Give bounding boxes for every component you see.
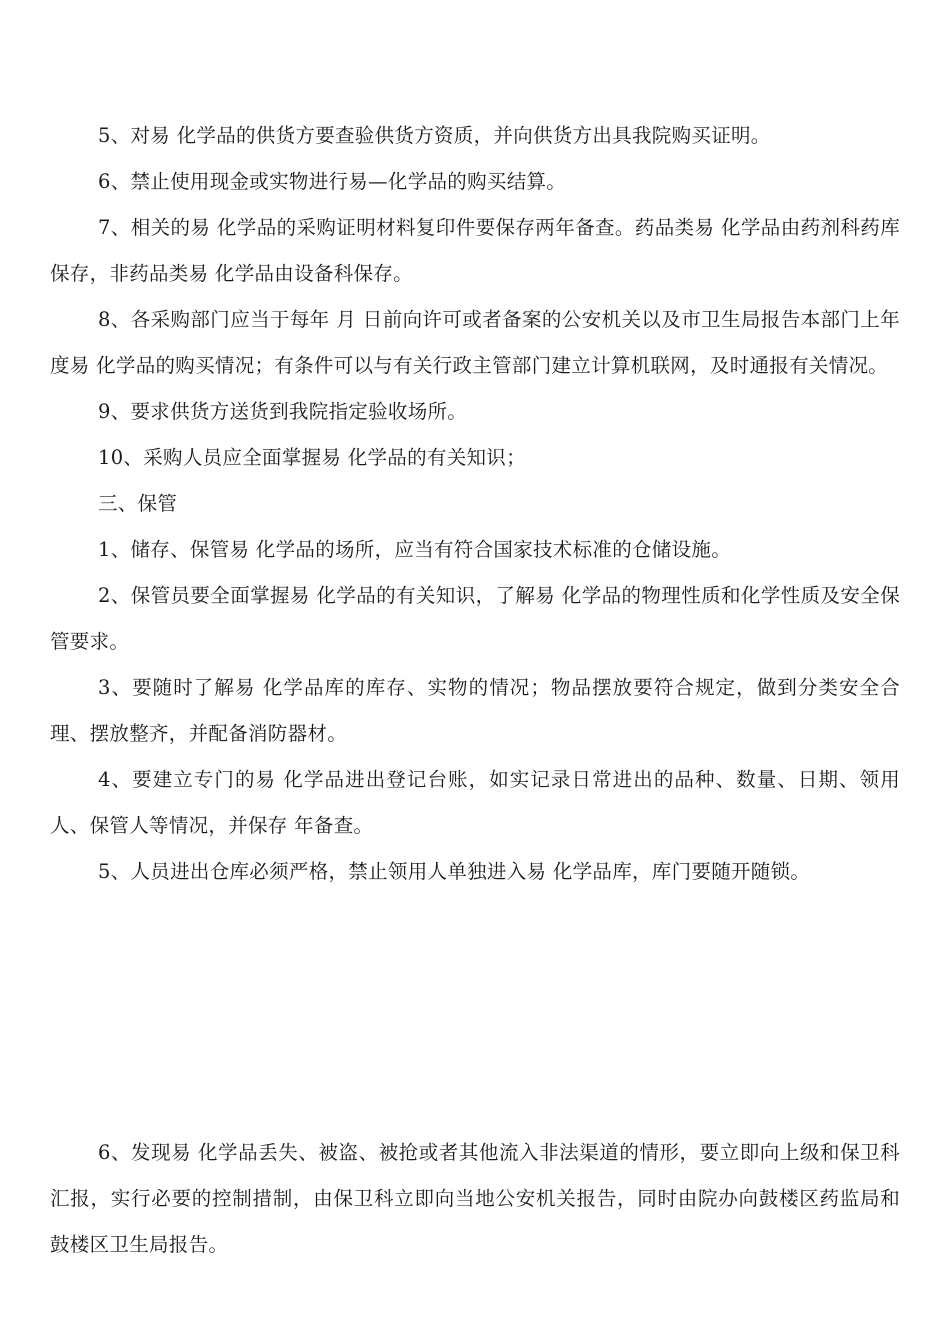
paragraph-storage-5: 5、人员进出仓库必须严格，禁止领用人单独进入易 化学品库，库门要随开随锁。 [98, 860, 811, 883]
paragraph-storage-6: 6、发现易 化学品丢失、被盗、被抢或者其他流入非法渠道的情形，要立即向上级和保卫科汇报，实行必要的控制措制，由保卫科立即向当地公安机关报告，同时由院办向鼓楼区药监局和鼓楼区卫生局报告。 [50, 1141, 900, 1256]
paragraph-procurement-8: 8、各采购部门应当于每年 月 日前向许可或者备案的公安机关以及市卫生局报告本部门上年度易 化学品的购买情况；有条件可以与有关行政主管部门建立计算机联网，及时通报有关情况。 [50, 308, 900, 377]
paragraph-procurement-9: 9、要求供货方送货到我院指定验收场所。 [98, 400, 468, 423]
paragraph-procurement-7: 7、相关的易 化学品的采购证明材料复印件要保存两年备查。药品类易 化学品由药剂科药库保存，非药品类易 化学品由设备科保存。 [50, 216, 900, 285]
paragraph-storage-1: 1、储存、保管易 化学品的场所，应当有符合国家技术标准的仓储设施。 [98, 538, 732, 561]
paragraph-procurement-5: 5、对易 化学品的供货方要查验供货方资质，并向供货方出具我院购买证明。 [98, 124, 771, 147]
paragraph-procurement-6: 6、禁止使用现金或实物进行易—化学品的购买结算。 [98, 170, 567, 193]
section-heading-storage: 三、保管 [98, 492, 178, 515]
paragraph-procurement-10: 10、采购人员应全面掌握易 化学品的有关知识； [98, 446, 526, 469]
document-body-bottom [50, 1130, 900, 1268]
paragraph-storage-3: 3、要随时了解易 化学品库的库存、实物的情况；物品摆放要符合规定，做到分类安全合理、摆放整齐，并配备消防器材。 [50, 676, 900, 745]
document-body-top [50, 113, 900, 895]
paragraph-storage-4: 4、要建立专门的易 化学品进出登记台账，如实记录日常进出的品种、数量、日期、领用人、保管人等情况，并保存 年备查。 [50, 768, 900, 837]
paragraph-storage-2: 2、保管员要全面掌握易 化学品的有关知识，了解易 化学品的物理性质和化学性质及安全保管要求。 [50, 584, 900, 653]
